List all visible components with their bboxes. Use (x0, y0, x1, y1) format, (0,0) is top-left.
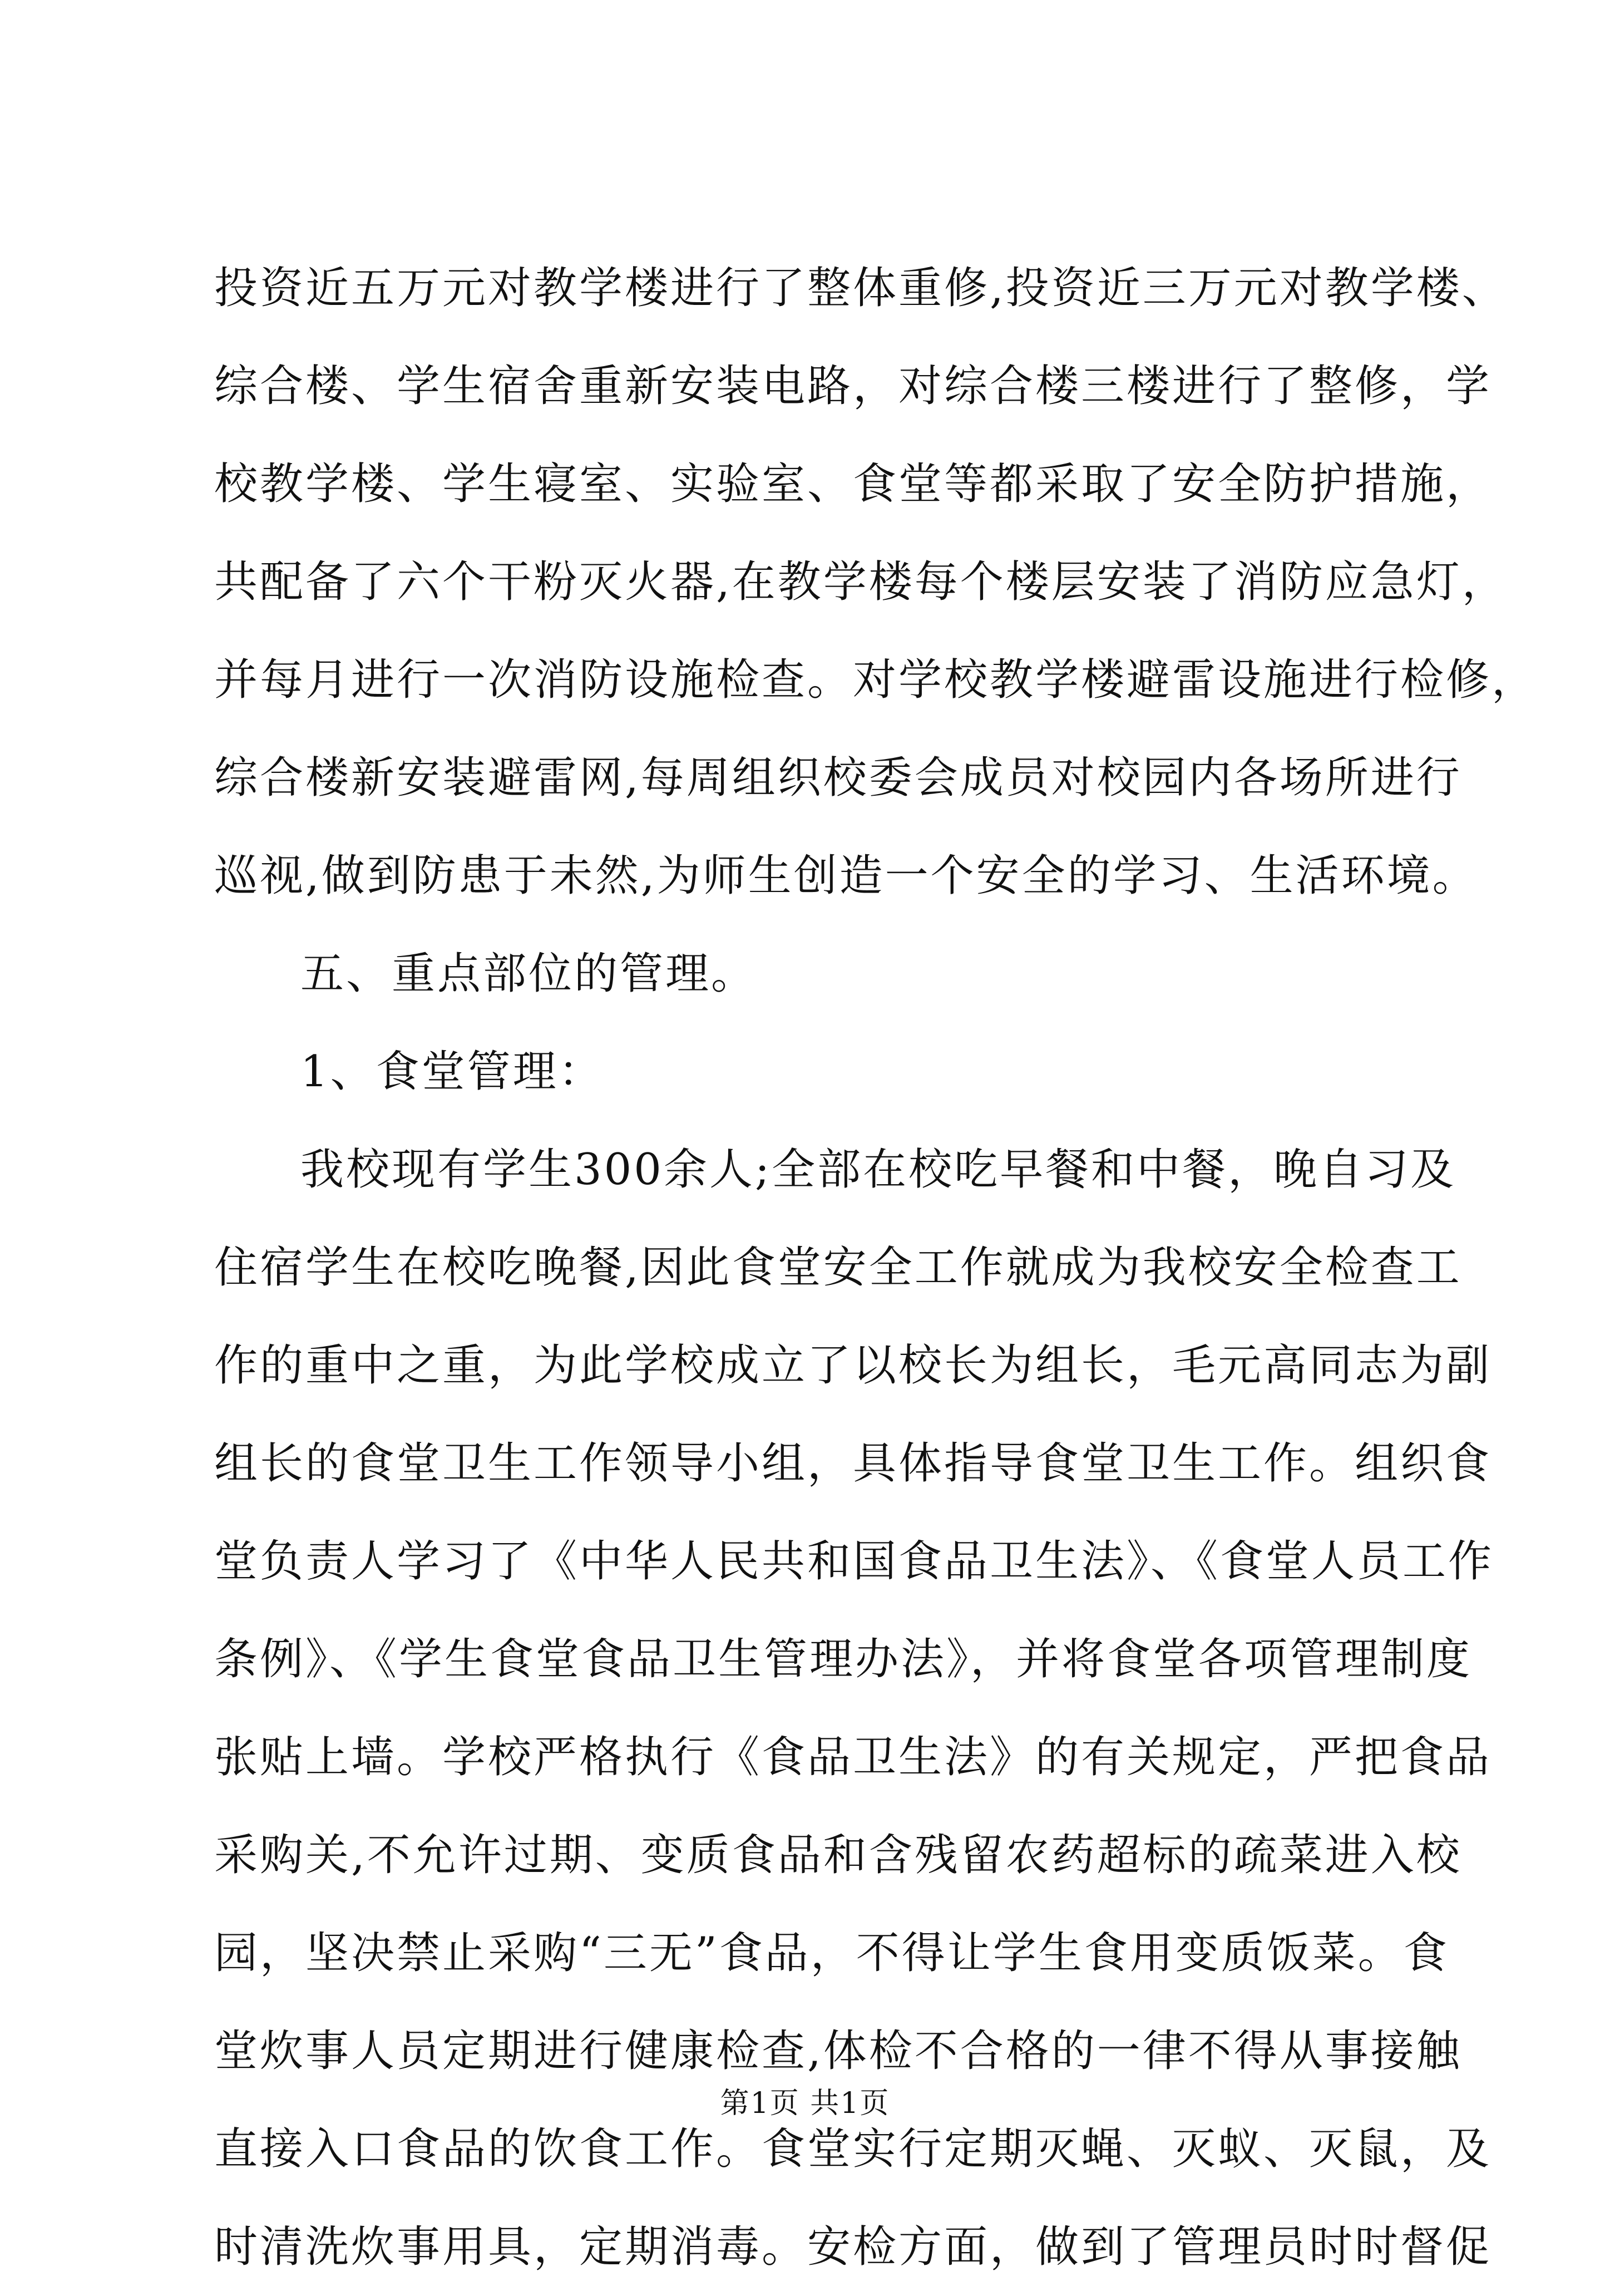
paragraph-line: 张贴上墙。学校严格执行《食品卫生法》的有关规定，严把食品 (214, 1732, 1492, 1782)
paragraph-line: 园，坚决禁止采购“三无”食品，不得让学生食用变质饭菜。食 (214, 1928, 1449, 1978)
paragraph-line: 组长的食堂卫生工作领导小组，具体指导食堂卫生工作。组织食 (214, 1438, 1492, 1489)
paragraph-line: 综合楼新安装避雷网,每周组织校委会成员对校园内各场所进行 (214, 753, 1462, 803)
paragraph-line: 堂炊事人员定期进行健康检查,体检不合格的一律不得从事接触 (214, 2026, 1462, 2076)
paragraph-line: 并每月进行一次消防设施检查。对学校教学楼避雷设施进行检修， (214, 655, 1538, 705)
paragraph-line: 堂负责人学习了《中华人民共和国食品卫生法》、《食堂人员工作 (214, 1536, 1494, 1586)
document-body (214, 239, 1538, 2296)
paragraph-line: 条例》、《学生食堂食品卫生管理办法》，并将食堂各项管理制度 (214, 1634, 1473, 1684)
paragraph-line: 时清洗炊事用具，定期消毒。安检方面，做到了管理员时时督促 (214, 2222, 1492, 2272)
paragraph-line: 直接入口食品的饮食工作。食堂实行定期灭蝇、灭蚁、灭鼠，及 (214, 2124, 1492, 2174)
section-heading: 五、重点部位的管理。 (300, 949, 757, 999)
paragraph-line: 共配备了六个干粉灭火器,在教学楼每个楼层安装了消防应急灯， (214, 557, 1508, 607)
paragraph-line: 综合楼、学生宿舍重新安装电路，对综合楼三楼进行了整修，学 (214, 361, 1492, 411)
paragraph-line: 巡视,做到防患于未然,为师生创造一个安全的学习、生活环境。 (214, 851, 1478, 901)
paragraph-line: 我校现有学生300余人;全部在校吃早餐和中餐，晚自习及 (300, 1145, 1456, 1195)
paragraph-line: 作的重中之重，为此学校成立了以校长为组长，毛元高同志为副 (214, 1341, 1492, 1391)
paragraph-line: 投资近五万元对教学楼进行了整体重修,投资近三万元对教学楼、 (214, 263, 1508, 313)
subsection-heading: 1、食堂管理： (300, 1047, 604, 1097)
paragraph-line: 住宿学生在校吃晚餐,因此食堂安全工作就成为我校安全检查工 (214, 1243, 1462, 1293)
paragraph-line: 校教学楼、学生寝室、实验室、食堂等都采取了安全防护措施， (214, 459, 1492, 509)
page-footer: 第1页 共1页 (720, 2087, 890, 2120)
paragraph-line: 采购关,不允许过期、变质食品和含残留农药超标的疏菜进入校 (214, 1830, 1462, 1880)
